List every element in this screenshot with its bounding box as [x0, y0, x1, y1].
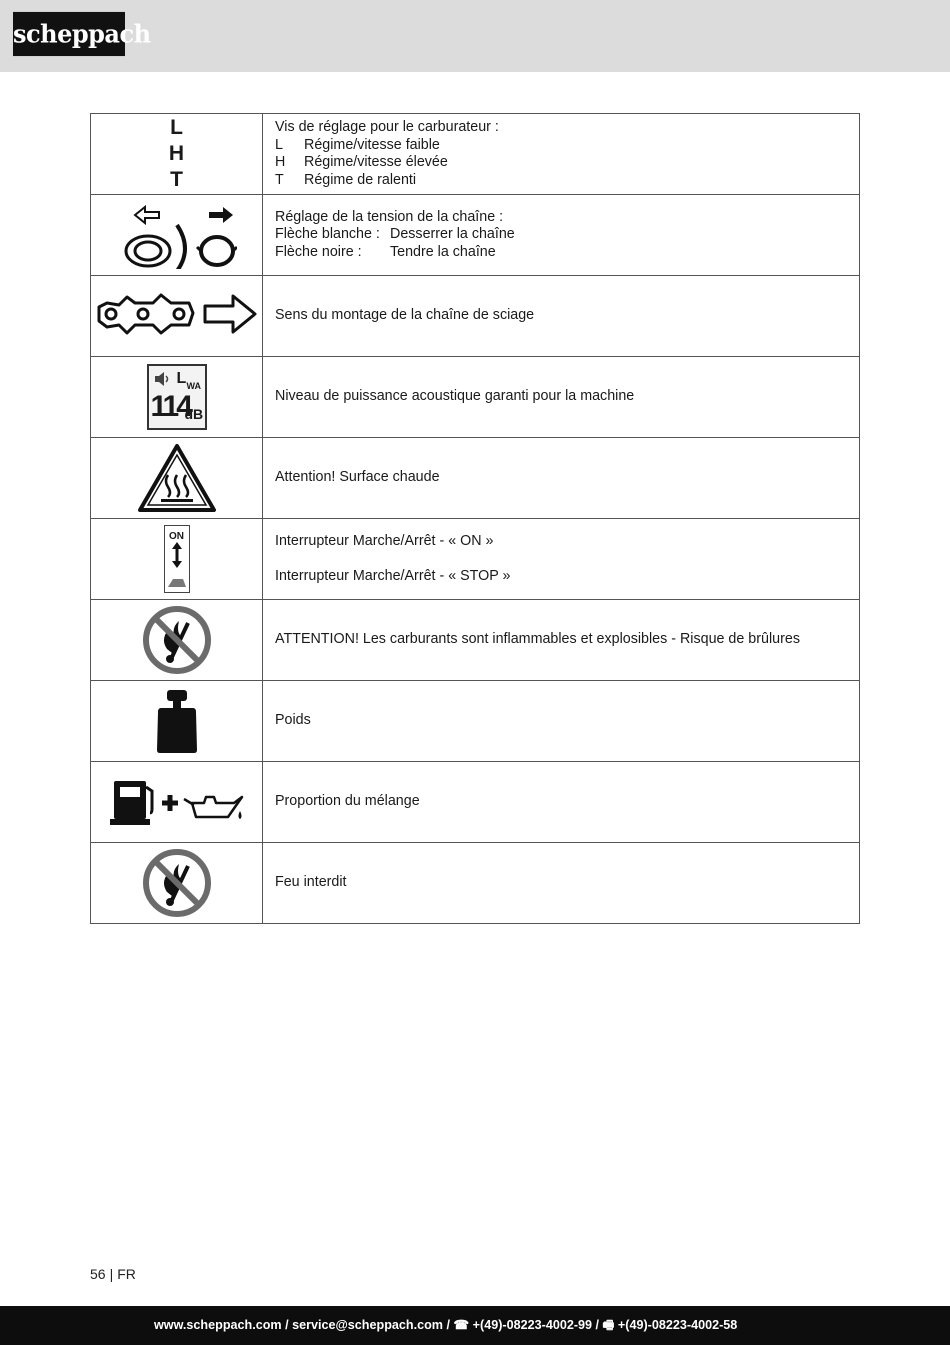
up-down-arrow-icon [165, 540, 189, 570]
fuel-oil-mix-icon [110, 777, 244, 827]
no-fire-icon-cell [91, 843, 263, 924]
row-description: Sens du montage de la chaîne de sciage [263, 276, 860, 357]
table-row [91, 195, 860, 276]
hot-surface-icon-cell [91, 438, 263, 519]
sound-power-icon-cell [91, 357, 263, 438]
no-fire-icon [142, 848, 212, 918]
table-row [91, 438, 860, 519]
row-description: Interrupteur Marche/Arrêt - « ON » Interrupteur Marche/Arrêt - « STOP » [263, 519, 860, 600]
chain-tension-icon [117, 201, 237, 269]
table-row [91, 762, 860, 843]
chain-direction-icon [95, 293, 259, 339]
weight-icon [155, 688, 199, 754]
table-row [91, 357, 860, 438]
table-row [91, 600, 860, 681]
row-description: Niveau de puissance acoustique garanti pour la machine [263, 357, 860, 438]
page-header [0, 0, 950, 72]
row-description: Proportion du mélange [263, 762, 860, 843]
row-description: Poids [263, 681, 860, 762]
hot-surface-icon [137, 443, 217, 513]
table-row [91, 519, 860, 600]
lht-icon: L H T [168, 116, 185, 191]
speaker-icon [152, 369, 172, 389]
sound-power-icon: L WA 114 dB [147, 364, 207, 430]
lht-icon-cell [91, 114, 263, 195]
chain-tension-icon-cell [91, 195, 263, 276]
fuel-oil-mix-icon-cell [91, 762, 263, 843]
table-row [91, 681, 860, 762]
on-off-switch-icon-cell [91, 519, 263, 600]
row-description: ATTENTION! Les carburants sont inflammables et explosibles - Risque de brûlures [263, 600, 860, 681]
row-description: Attention! Surface chaude [263, 438, 860, 519]
symbols-table [90, 113, 860, 924]
no-flame-fuel-icon [142, 605, 212, 675]
page-number: 56 | FR [90, 1266, 136, 1282]
row-description: Vis de réglage pour le carburateur : L Régime/vitesse faible H Régime/vitesse élevée T Régime de ralenti [263, 114, 860, 195]
table-row [91, 114, 860, 195]
weight-icon-cell [91, 681, 263, 762]
row-description: Réglage de la tension de la chaîne : Flèche blanche : Desserrer la chaîne Flèche noire : Tendre la chaîne [263, 195, 860, 276]
footer-contact-text: www.scheppach.com / service@scheppach.com / ☎ +(49)-08223-4002-99 / 🖷 +(49)-08223-4002-58 [154, 1318, 738, 1332]
table-row [91, 843, 860, 924]
scheppach-logo: scheppach [13, 12, 125, 56]
table-row [91, 276, 860, 357]
row-description: Feu interdit [263, 843, 860, 924]
stop-symbol-icon [165, 574, 189, 590]
no-flame-fuel-icon-cell [91, 600, 263, 681]
on-off-switch-icon: ON [164, 525, 190, 593]
chain-direction-icon-cell [91, 276, 263, 357]
